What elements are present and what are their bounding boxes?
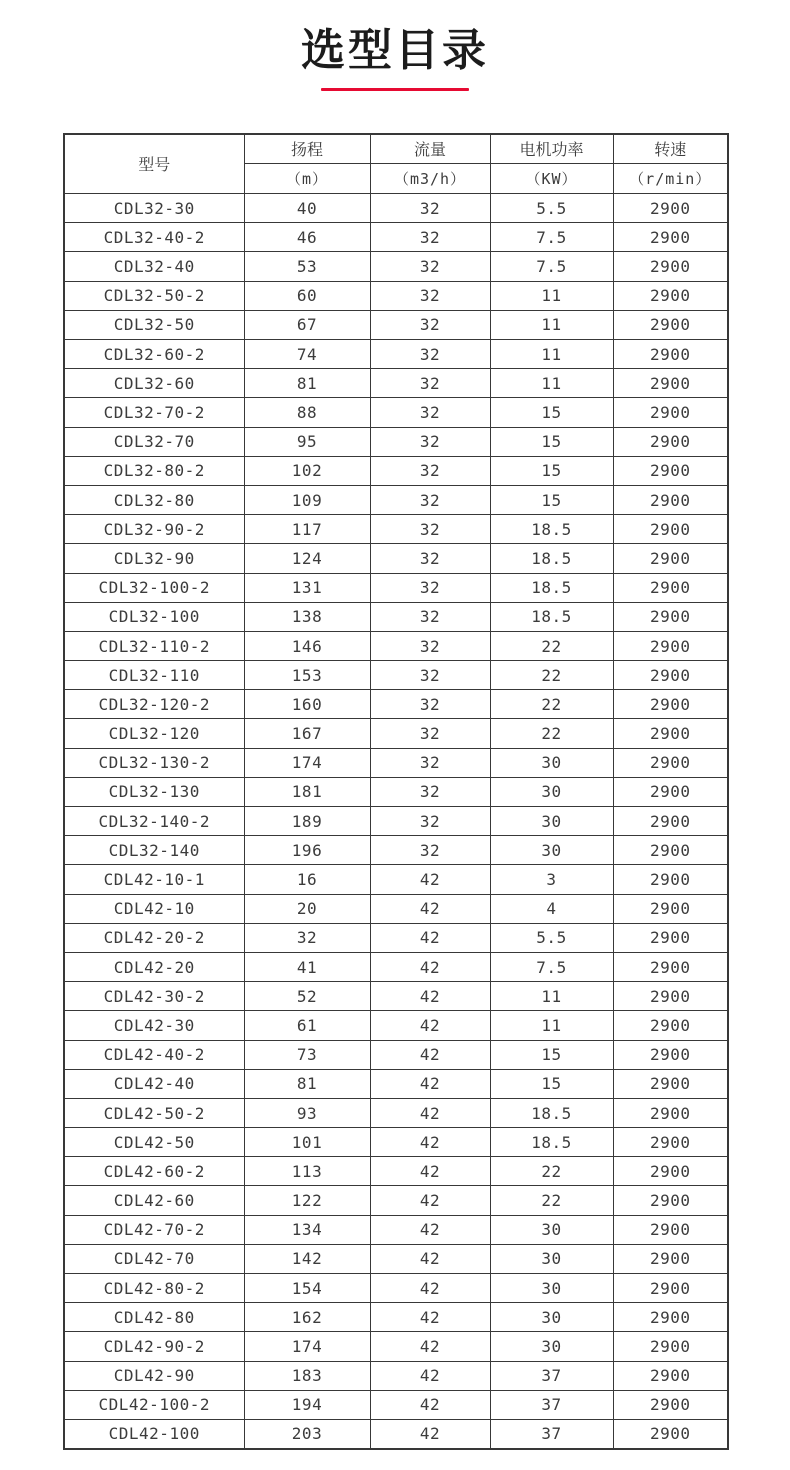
value-cell: 32 (370, 544, 490, 573)
value-cell: 2900 (613, 1040, 728, 1069)
model-cell: CDL42-70-2 (64, 1215, 244, 1244)
value-cell: 22 (490, 631, 613, 660)
value-cell: 2900 (613, 1157, 728, 1186)
value-cell: 2900 (613, 894, 728, 923)
value-cell: 154 (244, 1274, 370, 1303)
table-row (64, 1390, 728, 1419)
col-unit-head: （m） (244, 164, 370, 194)
value-cell: 124 (244, 544, 370, 573)
col-header-model: 型号 (64, 134, 244, 194)
value-cell: 3 (490, 865, 613, 894)
table-row (64, 865, 728, 894)
table-row (64, 310, 728, 339)
model-cell: CDL32-90-2 (64, 515, 244, 544)
model-cell: CDL32-130 (64, 777, 244, 806)
model-cell: CDL32-70-2 (64, 398, 244, 427)
value-cell: 42 (370, 952, 490, 981)
value-cell: 2900 (613, 719, 728, 748)
value-cell: 2900 (613, 194, 728, 223)
value-cell: 2900 (613, 690, 728, 719)
value-cell: 2900 (613, 427, 728, 456)
value-cell: 30 (490, 1215, 613, 1244)
table-row (64, 252, 728, 281)
model-cell: CDL42-60 (64, 1186, 244, 1215)
table-row (64, 807, 728, 836)
value-cell: 32 (370, 223, 490, 252)
value-cell: 32 (370, 719, 490, 748)
value-cell: 32 (370, 281, 490, 310)
value-cell: 32 (370, 777, 490, 806)
value-cell: 32 (370, 690, 490, 719)
value-cell: 30 (490, 807, 613, 836)
value-cell: 11 (490, 310, 613, 339)
value-cell: 11 (490, 340, 613, 369)
value-cell: 138 (244, 602, 370, 631)
value-cell: 2900 (613, 923, 728, 952)
model-cell: CDL32-100-2 (64, 573, 244, 602)
model-cell: CDL42-20 (64, 952, 244, 981)
table-row (64, 427, 728, 456)
value-cell: 189 (244, 807, 370, 836)
value-cell: 30 (490, 748, 613, 777)
value-cell: 74 (244, 340, 370, 369)
table-row (64, 1040, 728, 1069)
value-cell: 42 (370, 1098, 490, 1127)
value-cell: 2900 (613, 281, 728, 310)
value-cell: 32 (370, 427, 490, 456)
table-row (64, 1186, 728, 1215)
value-cell: 22 (490, 719, 613, 748)
col-unit-flow: （m3/h） (370, 164, 490, 194)
value-cell: 2900 (613, 1011, 728, 1040)
value-cell: 2900 (613, 952, 728, 981)
value-cell: 32 (370, 398, 490, 427)
value-cell: 102 (244, 456, 370, 485)
table-row (64, 1098, 728, 1127)
table-row (64, 1157, 728, 1186)
value-cell: 42 (370, 923, 490, 952)
value-cell: 2900 (613, 777, 728, 806)
value-cell: 181 (244, 777, 370, 806)
value-cell: 2900 (613, 807, 728, 836)
table-row (64, 923, 728, 952)
model-cell: CDL32-40 (64, 252, 244, 281)
value-cell: 2900 (613, 602, 728, 631)
value-cell: 131 (244, 573, 370, 602)
value-cell: 18.5 (490, 602, 613, 631)
table-row (64, 340, 728, 369)
value-cell: 73 (244, 1040, 370, 1069)
value-cell: 153 (244, 661, 370, 690)
table-row (64, 836, 728, 865)
value-cell: 2900 (613, 1303, 728, 1332)
value-cell: 32 (370, 807, 490, 836)
value-cell: 142 (244, 1244, 370, 1273)
model-cell: CDL42-40-2 (64, 1040, 244, 1069)
value-cell: 32 (370, 573, 490, 602)
page-title: 选型目录 (301, 25, 489, 76)
value-cell: 2900 (613, 252, 728, 281)
value-cell: 42 (370, 1040, 490, 1069)
model-cell: CDL42-90 (64, 1361, 244, 1390)
table-row (64, 1244, 728, 1273)
table-row (64, 631, 728, 660)
value-cell: 2900 (613, 456, 728, 485)
value-cell: 42 (370, 1069, 490, 1098)
value-cell: 42 (370, 982, 490, 1011)
value-cell: 11 (490, 1011, 613, 1040)
catalog-table-body (64, 194, 728, 1449)
model-cell: CDL32-40-2 (64, 223, 244, 252)
table-row (64, 982, 728, 1011)
table-row (64, 1332, 728, 1361)
model-cell: CDL32-130-2 (64, 748, 244, 777)
table-row (64, 456, 728, 485)
model-cell: CDL32-110-2 (64, 631, 244, 660)
value-cell: 146 (244, 631, 370, 660)
value-cell: 15 (490, 1040, 613, 1069)
table-row (64, 661, 728, 690)
model-cell: CDL42-70 (64, 1244, 244, 1273)
col-header-speed: 转速 (613, 134, 728, 164)
value-cell: 42 (370, 865, 490, 894)
value-cell: 18.5 (490, 515, 613, 544)
model-cell: CDL42-20-2 (64, 923, 244, 952)
model-cell: CDL42-50 (64, 1128, 244, 1157)
value-cell: 7.5 (490, 223, 613, 252)
value-cell: 2900 (613, 485, 728, 514)
value-cell: 32 (370, 310, 490, 339)
value-cell: 196 (244, 836, 370, 865)
model-cell: CDL42-40 (64, 1069, 244, 1098)
value-cell: 134 (244, 1215, 370, 1244)
value-cell: 30 (490, 1274, 613, 1303)
value-cell: 46 (244, 223, 370, 252)
value-cell: 5.5 (490, 923, 613, 952)
value-cell: 41 (244, 952, 370, 981)
value-cell: 32 (370, 631, 490, 660)
table-row (64, 515, 728, 544)
table-row (64, 485, 728, 514)
value-cell: 2900 (613, 1390, 728, 1419)
value-cell: 18.5 (490, 1128, 613, 1157)
catalog-page (0, 26, 790, 1470)
value-cell: 2900 (613, 369, 728, 398)
value-cell: 22 (490, 1157, 613, 1186)
value-cell: 11 (490, 369, 613, 398)
value-cell: 7.5 (490, 952, 613, 981)
value-cell: 183 (244, 1361, 370, 1390)
table-row (64, 748, 728, 777)
value-cell: 30 (490, 777, 613, 806)
table-row (64, 194, 728, 223)
model-cell: CDL32-80 (64, 485, 244, 514)
col-unit-speed: （r/min） (613, 164, 728, 194)
table-row (64, 777, 728, 806)
value-cell: 32 (370, 602, 490, 631)
value-cell: 2900 (613, 310, 728, 339)
model-cell: CDL42-10 (64, 894, 244, 923)
model-cell: CDL42-80-2 (64, 1274, 244, 1303)
value-cell: 2900 (613, 1361, 728, 1390)
value-cell: 167 (244, 719, 370, 748)
value-cell: 160 (244, 690, 370, 719)
value-cell: 37 (490, 1361, 613, 1390)
model-cell: CDL32-50 (64, 310, 244, 339)
value-cell: 11 (490, 982, 613, 1011)
value-cell: 15 (490, 1069, 613, 1098)
value-cell: 122 (244, 1186, 370, 1215)
value-cell: 18.5 (490, 544, 613, 573)
value-cell: 16 (244, 865, 370, 894)
table-row (64, 1128, 728, 1157)
model-cell: CDL32-30 (64, 194, 244, 223)
model-cell: CDL32-90 (64, 544, 244, 573)
value-cell: 109 (244, 485, 370, 514)
value-cell: 22 (490, 1186, 613, 1215)
value-cell: 2900 (613, 544, 728, 573)
value-cell: 81 (244, 1069, 370, 1098)
value-cell: 2900 (613, 573, 728, 602)
value-cell: 5.5 (490, 194, 613, 223)
model-cell: CDL42-60-2 (64, 1157, 244, 1186)
table-row (64, 398, 728, 427)
value-cell: 42 (370, 1303, 490, 1332)
table-row (64, 1069, 728, 1098)
value-cell: 42 (370, 1361, 490, 1390)
value-cell: 174 (244, 1332, 370, 1361)
value-cell: 11 (490, 281, 613, 310)
value-cell: 2900 (613, 748, 728, 777)
table-row (64, 602, 728, 631)
value-cell: 32 (370, 515, 490, 544)
value-cell: 194 (244, 1390, 370, 1419)
col-header-flow: 流量 (370, 134, 490, 164)
table-row (64, 573, 728, 602)
table-row (64, 369, 728, 398)
value-cell: 67 (244, 310, 370, 339)
table-row (64, 1011, 728, 1040)
value-cell: 203 (244, 1419, 370, 1448)
value-cell: 32 (370, 836, 490, 865)
value-cell: 2900 (613, 1069, 728, 1098)
value-cell: 20 (244, 894, 370, 923)
value-cell: 52 (244, 982, 370, 1011)
value-cell: 162 (244, 1303, 370, 1332)
model-cell: CDL32-60 (64, 369, 244, 398)
table-row (64, 1419, 728, 1448)
value-cell: 60 (244, 281, 370, 310)
value-cell: 2900 (613, 1098, 728, 1127)
value-cell: 93 (244, 1098, 370, 1127)
model-cell: CDL42-90-2 (64, 1332, 244, 1361)
table-row (64, 1274, 728, 1303)
model-cell: CDL42-100-2 (64, 1390, 244, 1419)
value-cell: 2900 (613, 1274, 728, 1303)
table-header (64, 134, 728, 194)
table-row (64, 894, 728, 923)
model-cell: CDL32-110 (64, 661, 244, 690)
table-row (64, 1303, 728, 1332)
model-cell: CDL32-60-2 (64, 340, 244, 369)
value-cell: 4 (490, 894, 613, 923)
value-cell: 2900 (613, 982, 728, 1011)
value-cell: 53 (244, 252, 370, 281)
value-cell: 2900 (613, 223, 728, 252)
value-cell: 32 (370, 485, 490, 514)
value-cell: 101 (244, 1128, 370, 1157)
value-cell: 15 (490, 427, 613, 456)
header-label-row (64, 134, 728, 164)
value-cell: 42 (370, 1332, 490, 1361)
table-row (64, 223, 728, 252)
value-cell: 2900 (613, 340, 728, 369)
model-cell: CDL42-80 (64, 1303, 244, 1332)
value-cell: 40 (244, 194, 370, 223)
value-cell: 7.5 (490, 252, 613, 281)
value-cell: 2900 (613, 398, 728, 427)
value-cell: 42 (370, 1011, 490, 1040)
table-row (64, 1215, 728, 1244)
col-header-motor-power: 电机功率 (490, 134, 613, 164)
value-cell: 2900 (613, 661, 728, 690)
value-cell: 42 (370, 1215, 490, 1244)
value-cell: 30 (490, 836, 613, 865)
value-cell: 2900 (613, 1215, 728, 1244)
model-cell: CDL42-100 (64, 1419, 244, 1448)
value-cell: 15 (490, 398, 613, 427)
title-accent-divider (321, 88, 469, 91)
value-cell: 32 (370, 661, 490, 690)
model-cell: CDL32-100 (64, 602, 244, 631)
value-cell: 42 (370, 1157, 490, 1186)
model-cell: CDL42-50-2 (64, 1098, 244, 1127)
value-cell: 32 (370, 748, 490, 777)
value-cell: 37 (490, 1390, 613, 1419)
model-cell: CDL32-140-2 (64, 807, 244, 836)
value-cell: 2900 (613, 631, 728, 660)
value-cell: 117 (244, 515, 370, 544)
value-cell: 2900 (613, 1419, 728, 1448)
value-cell: 32 (370, 252, 490, 281)
value-cell: 32 (244, 923, 370, 952)
value-cell: 15 (490, 456, 613, 485)
value-cell: 30 (490, 1244, 613, 1273)
table-row (64, 1361, 728, 1390)
value-cell: 2900 (613, 1128, 728, 1157)
model-cell: CDL32-50-2 (64, 281, 244, 310)
value-cell: 42 (370, 1274, 490, 1303)
value-cell: 37 (490, 1419, 613, 1448)
table-row (64, 690, 728, 719)
model-cell: CDL32-140 (64, 836, 244, 865)
value-cell: 18.5 (490, 1098, 613, 1127)
value-cell: 42 (370, 1244, 490, 1273)
value-cell: 2900 (613, 836, 728, 865)
value-cell: 32 (370, 456, 490, 485)
value-cell: 113 (244, 1157, 370, 1186)
table-row (64, 281, 728, 310)
value-cell: 42 (370, 1186, 490, 1215)
col-unit-motor-power: （KW） (490, 164, 613, 194)
value-cell: 2900 (613, 1332, 728, 1361)
value-cell: 32 (370, 340, 490, 369)
value-cell: 2900 (613, 515, 728, 544)
value-cell: 42 (370, 1390, 490, 1419)
value-cell: 18.5 (490, 573, 613, 602)
selection-catalog-table (63, 133, 729, 1450)
value-cell: 61 (244, 1011, 370, 1040)
value-cell: 15 (490, 485, 613, 514)
model-cell: CDL32-120-2 (64, 690, 244, 719)
value-cell: 22 (490, 690, 613, 719)
value-cell: 32 (370, 194, 490, 223)
value-cell: 174 (244, 748, 370, 777)
model-cell: CDL42-10-1 (64, 865, 244, 894)
value-cell: 42 (370, 894, 490, 923)
col-header-head: 扬程 (244, 134, 370, 164)
model-cell: CDL42-30 (64, 1011, 244, 1040)
table-row (64, 952, 728, 981)
value-cell: 30 (490, 1303, 613, 1332)
value-cell: 81 (244, 369, 370, 398)
model-cell: CDL32-70 (64, 427, 244, 456)
value-cell: 95 (244, 427, 370, 456)
value-cell: 88 (244, 398, 370, 427)
value-cell: 32 (370, 369, 490, 398)
value-cell: 2900 (613, 1244, 728, 1273)
value-cell: 2900 (613, 1186, 728, 1215)
value-cell: 22 (490, 661, 613, 690)
model-cell: CDL42-30-2 (64, 982, 244, 1011)
table-row (64, 719, 728, 748)
table-row (64, 544, 728, 573)
value-cell: 2900 (613, 865, 728, 894)
value-cell: 42 (370, 1128, 490, 1157)
value-cell: 42 (370, 1419, 490, 1448)
model-cell: CDL32-80-2 (64, 456, 244, 485)
model-cell: CDL32-120 (64, 719, 244, 748)
value-cell: 30 (490, 1332, 613, 1361)
